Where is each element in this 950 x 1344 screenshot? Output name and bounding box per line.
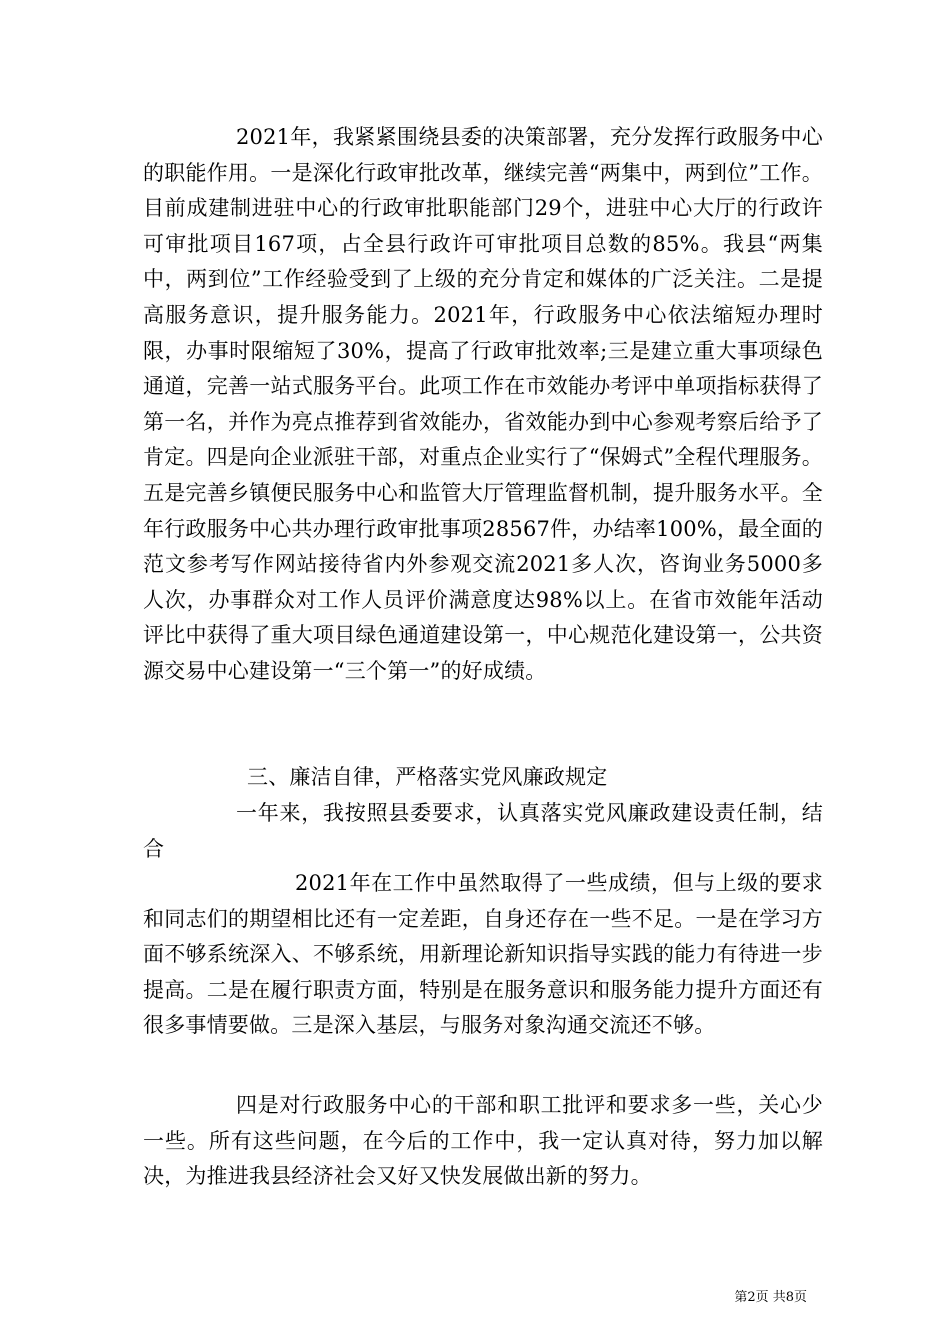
body-paragraph-work-summary: 2021年，我紧紧围绕县委的决策部署，充分发挥行政服务中心的职能作用。一是深化行政审批改革，继续完善“两集中，两到位”工作。目前成建制进驻中心的行政审批职能部门29个，进驻中心大厅的行政许可审批项目167项，占全县行政许可审批项目总数的85%。我县“两集中，两到位”工作经验受到了上级的充分肯定和媒体的广泛关注。二是提高服务意识，提升服务能力。2021年，行政服务中心依法缩短办理时限，办事时限缩短了30%，提高了行政审批效率;三是建立重大事项绿色通道，完善一站式服务平台。此项工作在市效能办考评中单项指标获得了第一名，并作为亮点推荐到省效能办，省效能办到中心参观考察后给予了肯定。四是向企业派驻干部，对重点企业实行了“保姆式”全程代理服务。五是完善乡镇便民服务中心和监管大厅管理监督机制，提升服务水平。全年行政服务中心共办理行政审批事项28567件，办结率100%，最全面的范文参考写作网站接待省内外参观交流2021多人次，咨询业务5000多人次，办事群众对工作人员评价满意度达98%以上。在省市效能年活动评比中获得了重大项目绿色通道建设第一，中心规范化建设第一，公共资源交易中心建设第一“三个第一”的好成绩。 (143, 125, 823, 683)
body-paragraph-integrity: 一年来，我按照县委要求，认真落实党风廉政建设责任制，结合 (143, 801, 823, 861)
body-paragraph-improvement: 四是对行政服务中心的干部和职工批评和要求多一些，关心少一些。所有这些问题，在今后的工作中，我一定认真对待，努力加以解决，为推进我县经济社会又好又快发展做出新的努力。 (143, 1093, 823, 1189)
page-number-footer: 第2页 共8页 (734, 1290, 807, 1305)
section-heading-integrity: 三、廉洁自律，严格落实党风廉政规定 (247, 765, 608, 789)
body-paragraph-shortcomings: 2021年在工作中虽然取得了一些成绩，但与上级的要求和同志们的期望相比还有一定差距，自身还存在一些不足。一是在学习方面不够系统深入、不够系统，用新理论新知识指导实践的能力有待进一步提高。二是在履行职责方面，特别是在服务意识和服务能力提升方面还有很多事情要做。三是深入基层，与服务对象沟通交流还不够。 (143, 871, 823, 1038)
